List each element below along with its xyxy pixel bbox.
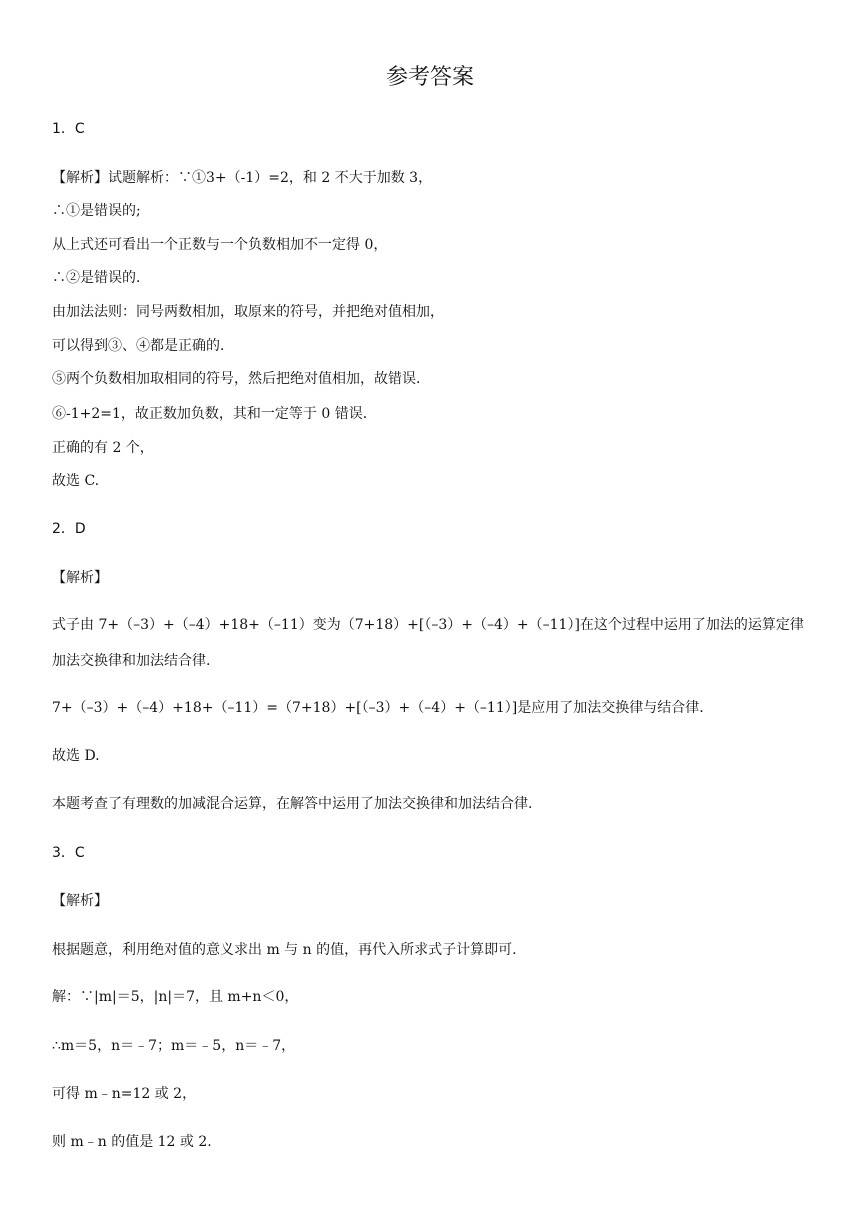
answer-1-line-8: ⑥-1+2=1，故正数加负数，其和一定等于 0 错误． xyxy=(52,406,377,422)
answer-1-line-3: 从上式还可看出一个正数与一个负数相加不一定得 0， xyxy=(52,237,388,253)
answer-1-heading: 1．C xyxy=(52,121,85,137)
answer-2-line-3: 7+（–3）+（–4）+18+（–11）=（7+18）+[（–3）+（–4）+（–11）]是应用了加法交换律与结合律. xyxy=(52,700,704,716)
answer-1-line-6: 可以得到③、④都是正确的． xyxy=(52,338,234,354)
answer-1-line-9: 正确的有 2 个， xyxy=(52,440,154,456)
answer-2-line-4: 故选 D. xyxy=(52,748,100,764)
answer-3-line-5: 可得 m﹣n=12 或 2， xyxy=(52,1086,197,1102)
page-title: 参考答案 xyxy=(385,65,474,90)
answer-3-line-1: 【解析】 xyxy=(52,893,108,909)
answer-2-line-2: 式子由 7+（–3）+（–4）+18+（–11）变为（7+18）+[（–3）+（–4）+（–11）]在这个过程中运用了加法的运算定律加法交换律和加法结合律. xyxy=(52,617,804,669)
answer-1-line-2: ∴①是错误的; xyxy=(52,203,141,219)
answer-1-line-10: 故选 C. xyxy=(52,473,100,489)
answer-2-line-1: 【解析】 xyxy=(52,570,108,586)
answer-1-line-5: 由加法法则：同号两数相加，取原来的符号，并把绝对值相加， xyxy=(52,304,444,320)
answer-2-heading: 2．D xyxy=(52,521,86,537)
answer-3-line-4: ∴m＝5，n＝﹣7；m＝﹣5，n＝﹣7， xyxy=(52,1038,296,1054)
answer-1-line-1: 【解析】试题解析：∵①3+（-1）=2，和 2 不大于加数 3， xyxy=(52,170,433,186)
answer-3-line-3: 解：∵|m|＝5，|n|＝7，且 m+n＜0， xyxy=(52,989,299,1005)
answer-1-line-7: ⑤两个负数相加取相同的符号，然后把绝对值相加，故错误． xyxy=(52,371,430,387)
answer-3-line-2: 根据题意，利用绝对值的意义求出 m 与 n 的值，再代入所求式子计算即可. xyxy=(52,942,517,958)
answer-3-heading: 3．C xyxy=(52,845,85,861)
answer-1-line-4: ∴②是错误的． xyxy=(52,270,150,286)
answer-2-line-5: 本题考查了有理数的加减混合运算，在解答中运用了加法交换律和加法结合律. xyxy=(52,796,533,812)
answer-3-line-6: 则 m﹣n 的值是 12 或 2. xyxy=(52,1134,212,1150)
